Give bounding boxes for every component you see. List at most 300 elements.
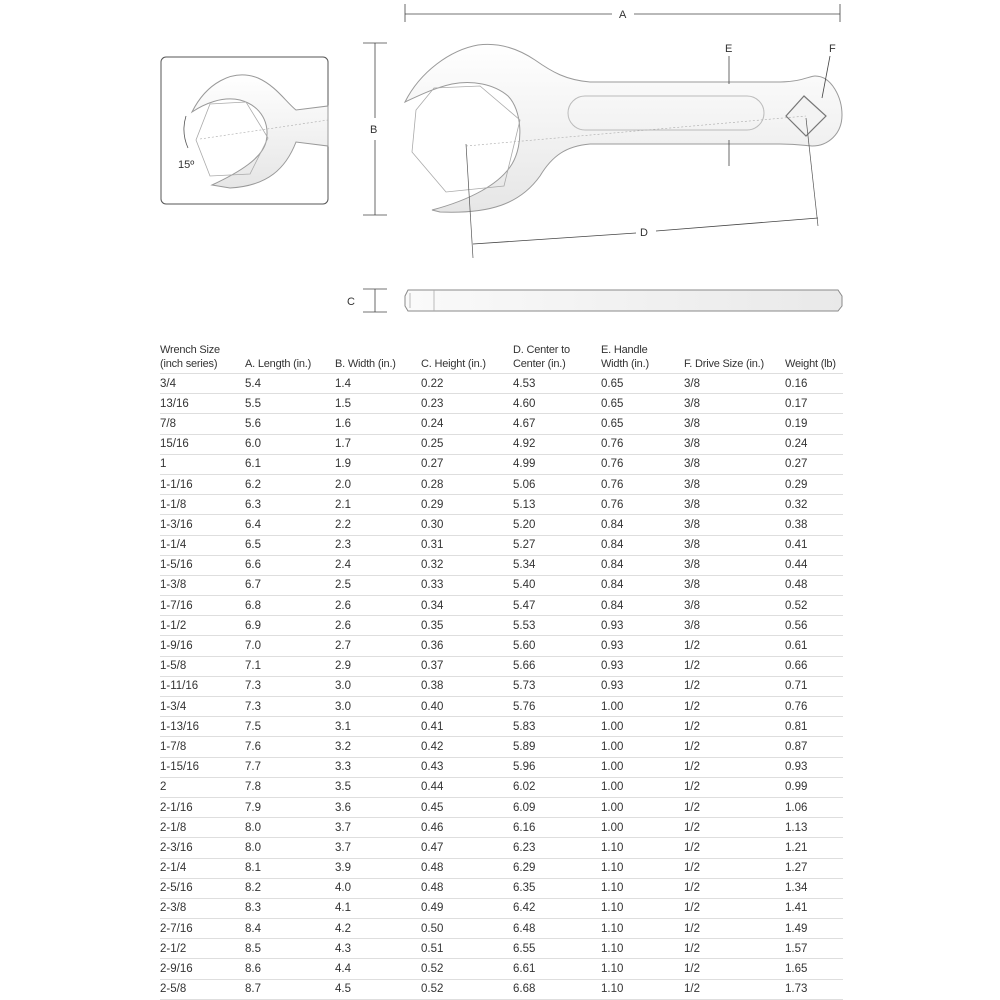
table-cell: 1.27 — [785, 858, 843, 878]
table-cell: 5.5 — [245, 394, 335, 414]
table-cell: 3.2 — [335, 737, 421, 757]
table-cell: 6.02 — [513, 777, 601, 797]
table-cell: 4.3 — [335, 939, 421, 959]
table-cell: 1.13 — [785, 818, 843, 838]
table-cell: 5.4 — [245, 374, 335, 394]
jaw-angle-inset — [161, 57, 328, 204]
table-cell: 0.52 — [421, 959, 513, 979]
table-cell: 1.10 — [601, 979, 684, 999]
table-cell: 7.8 — [245, 777, 335, 797]
table-cell: 15/16 — [160, 434, 245, 454]
table-cell: 6.1 — [245, 454, 335, 474]
table-cell: 0.31 — [421, 535, 513, 555]
table-cell: 1.00 — [601, 737, 684, 757]
table-cell: 0.93 — [601, 656, 684, 676]
table-cell: 1.00 — [601, 818, 684, 838]
table-cell: 3/8 — [684, 575, 785, 595]
table-cell: 1/2 — [684, 898, 785, 918]
table-cell: 4.5 — [335, 979, 421, 999]
table-cell: 1.65 — [785, 959, 843, 979]
table-cell: 0.27 — [785, 454, 843, 474]
table-cell: 3/8 — [684, 515, 785, 535]
table-cell: 1/2 — [684, 858, 785, 878]
wrench-dimension-diagram — [0, 0, 1000, 330]
table-cell: 1/2 — [684, 979, 785, 999]
table-cell: 0.52 — [421, 979, 513, 999]
table-cell: 0.56 — [785, 616, 843, 636]
table-cell: 3.0 — [335, 697, 421, 717]
table-cell: 0.17 — [785, 394, 843, 414]
table-row — [160, 898, 843, 918]
table-cell: 0.84 — [601, 555, 684, 575]
table-row — [160, 979, 843, 999]
table-cell: 2-3/8 — [160, 898, 245, 918]
table-cell: 2.1 — [335, 495, 421, 515]
table-body — [160, 374, 843, 1000]
table-cell: 1-1/4 — [160, 535, 245, 555]
table-cell: 1/2 — [684, 797, 785, 817]
table-cell: 3.7 — [335, 818, 421, 838]
table-cell: 8.3 — [245, 898, 335, 918]
table-cell: 1/2 — [684, 737, 785, 757]
table-cell: 0.40 — [421, 697, 513, 717]
column-header — [601, 343, 684, 374]
table-cell: 4.67 — [513, 414, 601, 434]
table-cell: 0.49 — [421, 898, 513, 918]
table-cell: 0.87 — [785, 737, 843, 757]
table-cell: 0.44 — [421, 777, 513, 797]
table-cell: 0.76 — [601, 454, 684, 474]
column-header — [245, 343, 335, 374]
table-cell: 0.33 — [421, 575, 513, 595]
table-cell: 0.35 — [421, 616, 513, 636]
table-cell: 1-7/16 — [160, 596, 245, 616]
table-cell: 2.9 — [335, 656, 421, 676]
dimension-a-label: A — [619, 9, 627, 21]
table-row — [160, 495, 843, 515]
table-cell: 0.51 — [421, 939, 513, 959]
table-cell: 1-5/16 — [160, 555, 245, 575]
table-cell: 0.84 — [601, 535, 684, 555]
table-cell: 1.10 — [601, 919, 684, 939]
table-cell: 6.55 — [513, 939, 601, 959]
table-cell: 6.4 — [245, 515, 335, 535]
table-cell: 3/8 — [684, 596, 785, 616]
table-cell: 6.8 — [245, 596, 335, 616]
table-cell: 1.00 — [601, 797, 684, 817]
table-cell: 1.21 — [785, 838, 843, 858]
table-cell: 0.32 — [421, 555, 513, 575]
table-cell: 0.76 — [785, 697, 843, 717]
table-cell: 1.00 — [601, 757, 684, 777]
dimension-e-label: E — [725, 43, 733, 55]
table-cell: 0.23 — [421, 394, 513, 414]
table-cell: 0.84 — [601, 575, 684, 595]
table-cell: 1-3/8 — [160, 575, 245, 595]
table-cell: 0.32 — [785, 495, 843, 515]
table-cell: 6.68 — [513, 979, 601, 999]
table-cell: 5.13 — [513, 495, 601, 515]
table-cell: 1-15/16 — [160, 757, 245, 777]
table-cell: 2-3/16 — [160, 838, 245, 858]
table-cell: 7.5 — [245, 717, 335, 737]
table-cell: 1-1/16 — [160, 474, 245, 494]
table-cell: 2.7 — [335, 636, 421, 656]
table-cell: 1.10 — [601, 838, 684, 858]
table-cell: 0.45 — [421, 797, 513, 817]
table-cell: 5.20 — [513, 515, 601, 535]
table-row — [160, 737, 843, 757]
table-cell: 1/2 — [684, 656, 785, 676]
table-row — [160, 777, 843, 797]
table-cell: 0.93 — [601, 676, 684, 696]
table-cell: 1/2 — [684, 676, 785, 696]
table-cell: 6.5 — [245, 535, 335, 555]
table-cell: 0.65 — [601, 374, 684, 394]
column-header-line: (inch series) — [160, 358, 218, 370]
table-cell: 0.27 — [421, 454, 513, 474]
table-cell: 0.66 — [785, 656, 843, 676]
table-cell: 2.6 — [335, 596, 421, 616]
table-cell: 0.76 — [601, 434, 684, 454]
table-cell: 1-9/16 — [160, 636, 245, 656]
table-cell: 1.7 — [335, 434, 421, 454]
table-cell: 0.84 — [601, 596, 684, 616]
table-cell: 1/2 — [684, 959, 785, 979]
table-cell: 0.24 — [785, 434, 843, 454]
table-cell: 5.06 — [513, 474, 601, 494]
table-cell: 1.57 — [785, 939, 843, 959]
table-cell: 0.48 — [785, 575, 843, 595]
table-cell: 6.29 — [513, 858, 601, 878]
table-cell: 2 — [160, 777, 245, 797]
table-cell: 5.83 — [513, 717, 601, 737]
table-cell: 1.10 — [601, 858, 684, 878]
table-cell: 0.43 — [421, 757, 513, 777]
table-cell: 0.41 — [421, 717, 513, 737]
table-row — [160, 939, 843, 959]
table-cell: 0.19 — [785, 414, 843, 434]
table-cell: 1-7/8 — [160, 737, 245, 757]
table-cell: 0.76 — [601, 474, 684, 494]
table-row — [160, 676, 843, 696]
wrench-spec-table — [160, 343, 843, 1000]
table-cell: 1.00 — [601, 697, 684, 717]
table-cell: 2.5 — [335, 575, 421, 595]
table-cell: 2.6 — [335, 616, 421, 636]
table-cell: 5.27 — [513, 535, 601, 555]
table-cell: 0.29 — [785, 474, 843, 494]
table-cell: 1-3/4 — [160, 697, 245, 717]
column-header — [160, 343, 245, 374]
table-cell: 0.61 — [785, 636, 843, 656]
column-header — [513, 343, 601, 374]
column-header-line: F. Drive Size (in.) — [684, 358, 764, 370]
table-cell: 8.2 — [245, 878, 335, 898]
table-cell: 1-1/2 — [160, 616, 245, 636]
table-cell: 6.9 — [245, 616, 335, 636]
table-cell: 1/2 — [684, 717, 785, 737]
table-cell: 0.48 — [421, 878, 513, 898]
table-cell: 4.2 — [335, 919, 421, 939]
table-cell: 0.47 — [421, 838, 513, 858]
table-cell: 0.22 — [421, 374, 513, 394]
table-cell: 1.5 — [335, 394, 421, 414]
table-cell: 1.10 — [601, 878, 684, 898]
table-row — [160, 414, 843, 434]
table-cell: 1.06 — [785, 797, 843, 817]
column-header-line: E. Handle — [601, 344, 648, 356]
table-cell: 3.3 — [335, 757, 421, 777]
table-cell: 2.2 — [335, 515, 421, 535]
table-cell: 5.47 — [513, 596, 601, 616]
table-cell: 0.71 — [785, 676, 843, 696]
table-cell: 0.36 — [421, 636, 513, 656]
table-cell: 5.76 — [513, 697, 601, 717]
table-cell: 6.61 — [513, 959, 601, 979]
table-row — [160, 454, 843, 474]
table-cell: 5.73 — [513, 676, 601, 696]
table-cell: 0.99 — [785, 777, 843, 797]
table-cell: 0.76 — [601, 495, 684, 515]
table-cell: 3/8 — [684, 434, 785, 454]
table-cell: 3/8 — [684, 374, 785, 394]
table-cell: 1-11/16 — [160, 676, 245, 696]
table-cell: 2-5/8 — [160, 979, 245, 999]
table-cell: 1.00 — [601, 777, 684, 797]
table-cell: 1.41 — [785, 898, 843, 918]
column-header-line: D. Center to — [513, 344, 570, 356]
table-cell: 0.93 — [785, 757, 843, 777]
table-cell: 1.49 — [785, 919, 843, 939]
table-row — [160, 656, 843, 676]
table-cell: 0.30 — [421, 515, 513, 535]
table-cell: 2-1/16 — [160, 797, 245, 817]
table-cell: 3/8 — [684, 555, 785, 575]
column-header-line: C. Height (in.) — [421, 358, 486, 370]
table-cell: 1/2 — [684, 818, 785, 838]
table-row — [160, 394, 843, 414]
table-cell: 1/2 — [684, 878, 785, 898]
table-cell: 3/4 — [160, 374, 245, 394]
table-row — [160, 374, 843, 394]
table-cell: 4.53 — [513, 374, 601, 394]
table-cell: 2.3 — [335, 535, 421, 555]
table-cell: 8.5 — [245, 939, 335, 959]
dimension-c — [347, 289, 387, 312]
table-cell: 4.60 — [513, 394, 601, 414]
column-header-line: Center (in.) — [513, 358, 566, 370]
table-cell: 8.0 — [245, 818, 335, 838]
table-cell: 5.40 — [513, 575, 601, 595]
table-cell: 0.16 — [785, 374, 843, 394]
table-cell: 3/8 — [684, 414, 785, 434]
table-cell: 1 — [160, 454, 245, 474]
table-row — [160, 555, 843, 575]
table-row — [160, 697, 843, 717]
table-cell: 6.42 — [513, 898, 601, 918]
table-cell: 5.6 — [245, 414, 335, 434]
table-cell: 2.4 — [335, 555, 421, 575]
dimension-b-label: B — [370, 124, 378, 136]
table-cell: 6.3 — [245, 495, 335, 515]
table-cell: 7.9 — [245, 797, 335, 817]
dimension-f-label: F — [829, 43, 836, 55]
table-cell: 4.99 — [513, 454, 601, 474]
table-cell: 1.00 — [601, 717, 684, 737]
table-cell: 8.7 — [245, 979, 335, 999]
table-cell: 1-1/8 — [160, 495, 245, 515]
column-header — [785, 343, 843, 374]
table-row — [160, 596, 843, 616]
table-cell: 2-9/16 — [160, 959, 245, 979]
table-cell: 5.53 — [513, 616, 601, 636]
table-cell: 6.48 — [513, 919, 601, 939]
dimension-d-label: D — [640, 227, 648, 239]
table-cell: 0.38 — [421, 676, 513, 696]
table-cell: 3/8 — [684, 535, 785, 555]
table-row — [160, 515, 843, 535]
table-cell: 8.6 — [245, 959, 335, 979]
table-cell: 0.65 — [601, 394, 684, 414]
table-cell: 2-1/8 — [160, 818, 245, 838]
table-cell: 8.4 — [245, 919, 335, 939]
table-cell: 1.34 — [785, 878, 843, 898]
table-cell: 4.4 — [335, 959, 421, 979]
table-cell: 6.16 — [513, 818, 601, 838]
table-cell: 2.0 — [335, 474, 421, 494]
table-cell: 0.42 — [421, 737, 513, 757]
table-cell: 6.2 — [245, 474, 335, 494]
table-cell: 6.6 — [245, 555, 335, 575]
table-cell: 7.1 — [245, 656, 335, 676]
table-cell: 2-5/16 — [160, 878, 245, 898]
column-header-line: B. Width (in.) — [335, 358, 396, 370]
table-cell: 5.89 — [513, 737, 601, 757]
table-cell: 7.3 — [245, 676, 335, 696]
column-header — [421, 343, 513, 374]
table-cell: 3/8 — [684, 454, 785, 474]
table-cell: 3.9 — [335, 858, 421, 878]
table-cell: 7.0 — [245, 636, 335, 656]
table-row — [160, 434, 843, 454]
dimension-b — [363, 43, 387, 215]
table-row — [160, 959, 843, 979]
column-header-line: A. Length (in.) — [245, 358, 312, 370]
table-cell: 7.6 — [245, 737, 335, 757]
table-cell: 1-13/16 — [160, 717, 245, 737]
table-row — [160, 616, 843, 636]
table-cell: 6.7 — [245, 575, 335, 595]
table-cell: 2-7/16 — [160, 919, 245, 939]
column-header-line: Weight (lb) — [785, 358, 836, 370]
table-cell: 1.6 — [335, 414, 421, 434]
table-cell: 5.96 — [513, 757, 601, 777]
table-cell: 1/2 — [684, 939, 785, 959]
table-cell: 3/8 — [684, 495, 785, 515]
table-row — [160, 474, 843, 494]
table-cell: 13/16 — [160, 394, 245, 414]
table-cell: 1.10 — [601, 898, 684, 918]
table-row — [160, 858, 843, 878]
table-cell: 3/8 — [684, 474, 785, 494]
column-header — [335, 343, 421, 374]
table-cell: 0.29 — [421, 495, 513, 515]
table-row — [160, 717, 843, 737]
table-cell: 1/2 — [684, 777, 785, 797]
table-cell: 6.09 — [513, 797, 601, 817]
table-cell: 3.5 — [335, 777, 421, 797]
table-cell: 1/2 — [684, 636, 785, 656]
angle-label: 15º — [178, 159, 195, 171]
table-row — [160, 838, 843, 858]
table-cell: 8.0 — [245, 838, 335, 858]
table-row — [160, 757, 843, 777]
table-row — [160, 797, 843, 817]
wrench-front-view — [405, 44, 842, 212]
table-cell: 0.37 — [421, 656, 513, 676]
column-header — [684, 343, 785, 374]
table-cell: 0.93 — [601, 616, 684, 636]
table-cell: 5.66 — [513, 656, 601, 676]
table-cell: 0.24 — [421, 414, 513, 434]
table-row — [160, 636, 843, 656]
table-cell: 0.28 — [421, 474, 513, 494]
table-cell: 0.44 — [785, 555, 843, 575]
table-cell: 0.38 — [785, 515, 843, 535]
table-cell: 2-1/2 — [160, 939, 245, 959]
table-cell: 3.6 — [335, 797, 421, 817]
table-cell: 3.1 — [335, 717, 421, 737]
table-cell: 3/8 — [684, 394, 785, 414]
table-cell: 0.34 — [421, 596, 513, 616]
table-cell: 0.50 — [421, 919, 513, 939]
table-row — [160, 878, 843, 898]
table-cell: 1/2 — [684, 838, 785, 858]
table-cell: 0.65 — [601, 414, 684, 434]
table-cell: 1.73 — [785, 979, 843, 999]
table-cell: 7/8 — [160, 414, 245, 434]
table-cell: 5.60 — [513, 636, 601, 656]
table-row — [160, 575, 843, 595]
table-cell: 3.7 — [335, 838, 421, 858]
table-cell: 0.81 — [785, 717, 843, 737]
table-cell: 1.10 — [601, 939, 684, 959]
table-cell: 1.10 — [601, 959, 684, 979]
table-cell: 0.52 — [785, 596, 843, 616]
table-cell: 6.23 — [513, 838, 601, 858]
table-cell: 1.4 — [335, 374, 421, 394]
wrench-side-view — [405, 290, 842, 311]
table-cell: 0.48 — [421, 858, 513, 878]
table-cell: 8.1 — [245, 858, 335, 878]
table-cell: 0.46 — [421, 818, 513, 838]
table-cell: 0.41 — [785, 535, 843, 555]
table-cell: 0.25 — [421, 434, 513, 454]
column-header-line: Wrench Size — [160, 344, 220, 356]
table-cell: 1.9 — [335, 454, 421, 474]
table-cell: 0.93 — [601, 636, 684, 656]
table-cell: 3.0 — [335, 676, 421, 696]
table-cell: 1/2 — [684, 919, 785, 939]
dimension-c-label: C — [347, 296, 355, 308]
table-cell: 5.34 — [513, 555, 601, 575]
table-cell: 7.7 — [245, 757, 335, 777]
table-cell: 6.35 — [513, 878, 601, 898]
table-cell: 1/2 — [684, 697, 785, 717]
table-cell: 1/2 — [684, 757, 785, 777]
table-cell: 7.3 — [245, 697, 335, 717]
